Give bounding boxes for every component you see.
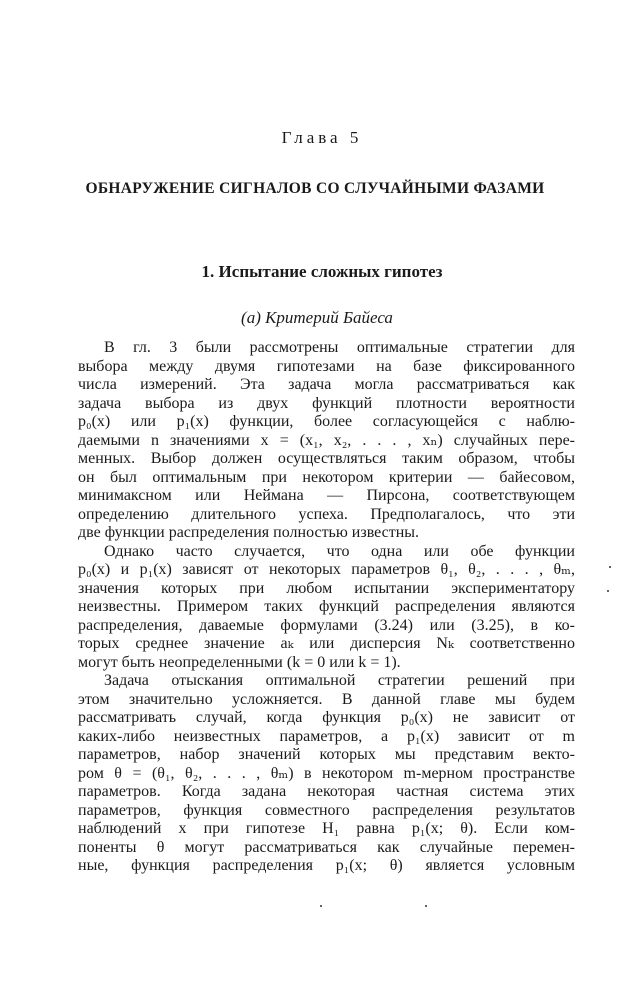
text-line: значения которых при любом испытании экспериментатору xyxy=(78,579,575,597)
text-line: p₀(x) или p₁(x) функции, более согласующейся с наблю- xyxy=(78,413,575,430)
section-heading: 1. Испытание сложных гипотез xyxy=(201,262,443,281)
text-line: p₀(x) и p₁(x) зависят от некоторых параметров θ₁, θ₂, . . . , θₘ, xyxy=(78,561,575,578)
text-line: параметров, функция совместного распределения результатов xyxy=(78,801,575,819)
text-line: этом значительно усложняется. В данной главе мы будем xyxy=(78,690,575,708)
text-line: В гл. 3 были рассмотрены оптимальные стратегии для xyxy=(104,339,575,356)
text-line: рассматривать случай, когда функция p₀(x) не зависит от xyxy=(78,709,575,726)
paragraph xyxy=(78,543,575,673)
text-line: даемыми n значениями x = (x₁, x₂, . . . , xₙ) случайных пере- xyxy=(78,431,575,449)
text-line: параметров. Когда задана некоторая частная система этих xyxy=(78,783,575,800)
paragraph xyxy=(78,339,575,543)
text-line: наблюдений x при гипотезе H₁ равна p₁(x; θ). Если ком- xyxy=(78,820,575,837)
body-text xyxy=(78,339,575,876)
text-line: он был оптимальным при некотором критерии — байесовом, xyxy=(78,468,575,486)
text-line: Однако часто случается, что одна или обе функции xyxy=(104,542,575,560)
text-line: ные, функция распределения p₁(x; θ) является условным xyxy=(78,857,575,874)
text-line: минимаксном или Неймана — Пирсона, соответствующем xyxy=(78,487,575,504)
subsection-heading: (а) Критерий Байеса xyxy=(241,308,393,327)
text-line: распределения, даваемые формулами (3.24) или (3.25), в ко- xyxy=(78,616,575,634)
scan-speck xyxy=(320,905,322,907)
scan-speck xyxy=(609,566,611,568)
paragraph xyxy=(78,672,575,876)
text-line: торых среднее значение aₖ или дисперсия Nₖ соответственно xyxy=(78,635,575,652)
scan-speck xyxy=(425,905,427,907)
text-line: задача выбора из двух функций плотности вероятности xyxy=(78,394,575,412)
chapter-heading: Глава 5 xyxy=(281,128,363,147)
text-line: неизвестны. Примером таких функций распределения являются xyxy=(78,598,575,615)
text-line: выбора между двумя гипотезами на базе фиксированного xyxy=(78,357,575,375)
text-line: две функции распределения полностью известны. xyxy=(78,524,420,541)
text-line: определению длительного успеха. Предполагалось, что эти xyxy=(78,505,575,523)
text-line: каких-либо неизвестных параметров, а p₁(x) зависит от m xyxy=(78,727,575,745)
scan-speck xyxy=(607,590,609,592)
text-line: ром θ = (θ₁, θ₂, . . . , θₘ) в некотором m-мерном пространстве xyxy=(78,764,575,782)
text-line: параметров, набор значений которых мы представим векто- xyxy=(78,746,575,763)
text-line: Задача отыскания оптимальной стратегии решений при xyxy=(104,672,575,689)
text-line: менных. Выбор должен осуществляться таким образом, чтобы xyxy=(78,450,575,467)
text-line: поненты θ могут рассматриваться как случайные перемен- xyxy=(78,838,575,856)
chapter-title: ОБНАРУЖЕНИЕ СИГНАЛОВ СО СЛУЧАЙНЫМИ ФАЗАМИ xyxy=(85,180,545,197)
text-line: могут быть неопределенными (k = 0 или k = 1). xyxy=(78,653,401,671)
text-line: числа измерений. Эта задача могла рассматриваться как xyxy=(78,376,575,393)
